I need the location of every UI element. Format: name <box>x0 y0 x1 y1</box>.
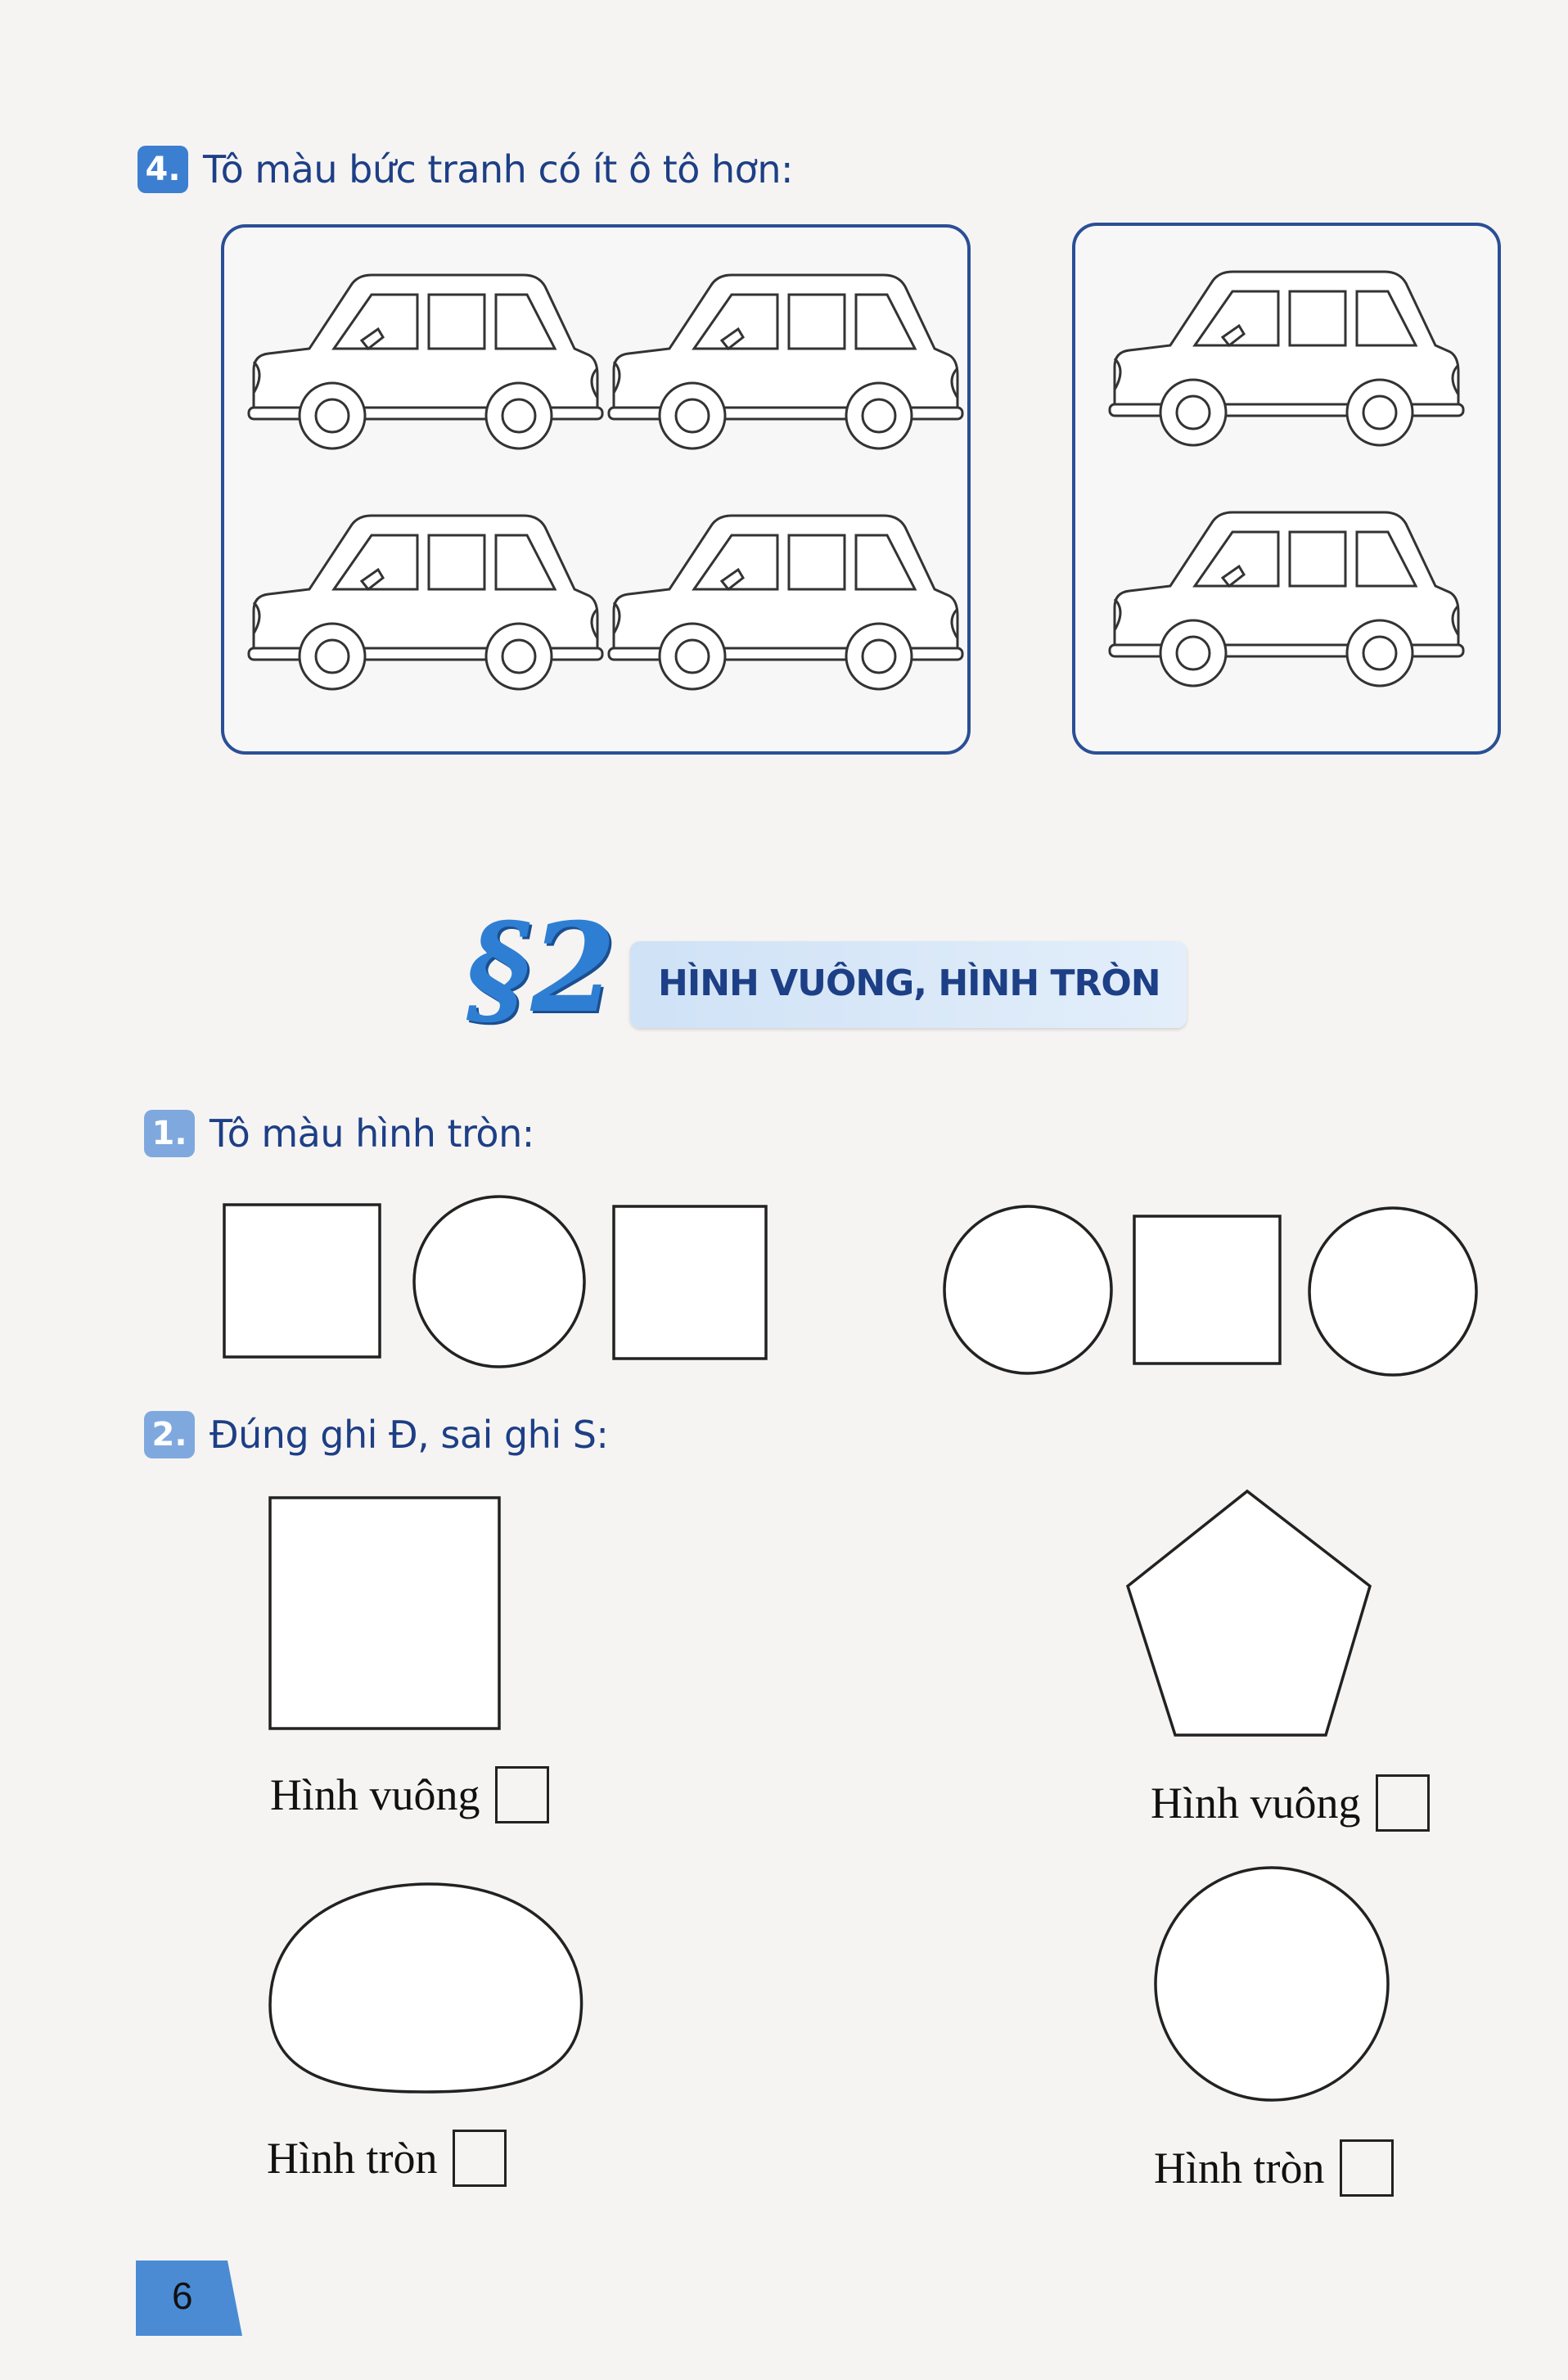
label-text: Hình tròn <box>1154 2143 1325 2193</box>
circle-shape-big <box>1156 1868 1388 2100</box>
page-number: 6 <box>172 2274 193 2317</box>
square-shape-2[interactable] <box>614 1206 766 1359</box>
exercise-1-heading <box>144 1110 534 1157</box>
circle-shape-3[interactable] <box>1309 1208 1476 1375</box>
oval-shape <box>270 1884 582 2092</box>
section-title: HÌNH VUÔNG, HÌNH TRÒN <box>658 962 1160 1004</box>
answer-box-4[interactable] <box>1340 2139 1394 2197</box>
exercise-2-number: 2. <box>144 1411 195 1458</box>
page-number-tab <box>136 2259 242 2337</box>
square-shape-1[interactable] <box>224 1205 380 1357</box>
car-pictures <box>0 0 1568 818</box>
circle-shape-2[interactable] <box>944 1206 1111 1373</box>
exercise-4-instruction: Tô màu bức tranh có ít ô tô hơn: <box>203 147 793 192</box>
label-square-item <box>270 1766 549 1823</box>
label-pentagon-item <box>1151 1774 1430 1832</box>
exercise-4-number: 4. <box>137 146 188 193</box>
big-square-shape <box>270 1498 499 1729</box>
exercise-1-instruction: Tô màu hình tròn: <box>210 1111 534 1156</box>
circle-shape-1[interactable] <box>414 1197 584 1367</box>
section-number: §2 <box>466 896 616 1040</box>
label-text: Hình vuông <box>1151 1778 1361 1828</box>
exercise-1-shapes <box>0 1179 1568 1424</box>
exercise-2-instruction: Đúng ghi Đ, sai ghi S: <box>210 1413 609 1457</box>
label-oval-item <box>267 2130 507 2187</box>
section-title-banner <box>630 941 1187 1028</box>
answer-box-2[interactable] <box>1376 1774 1430 1832</box>
exercise-2-heading <box>144 1411 608 1458</box>
label-circle-item <box>1154 2139 1394 2197</box>
pentagon-shape <box>1128 1491 1370 1735</box>
label-text: Hình vuông <box>270 1770 480 1819</box>
exercise-1-number: 1. <box>144 1110 195 1157</box>
label-text: Hình tròn <box>267 2134 438 2183</box>
answer-box-3[interactable] <box>453 2130 507 2187</box>
square-shape-3[interactable] <box>1134 1216 1280 1364</box>
answer-box-1[interactable] <box>495 1766 549 1823</box>
